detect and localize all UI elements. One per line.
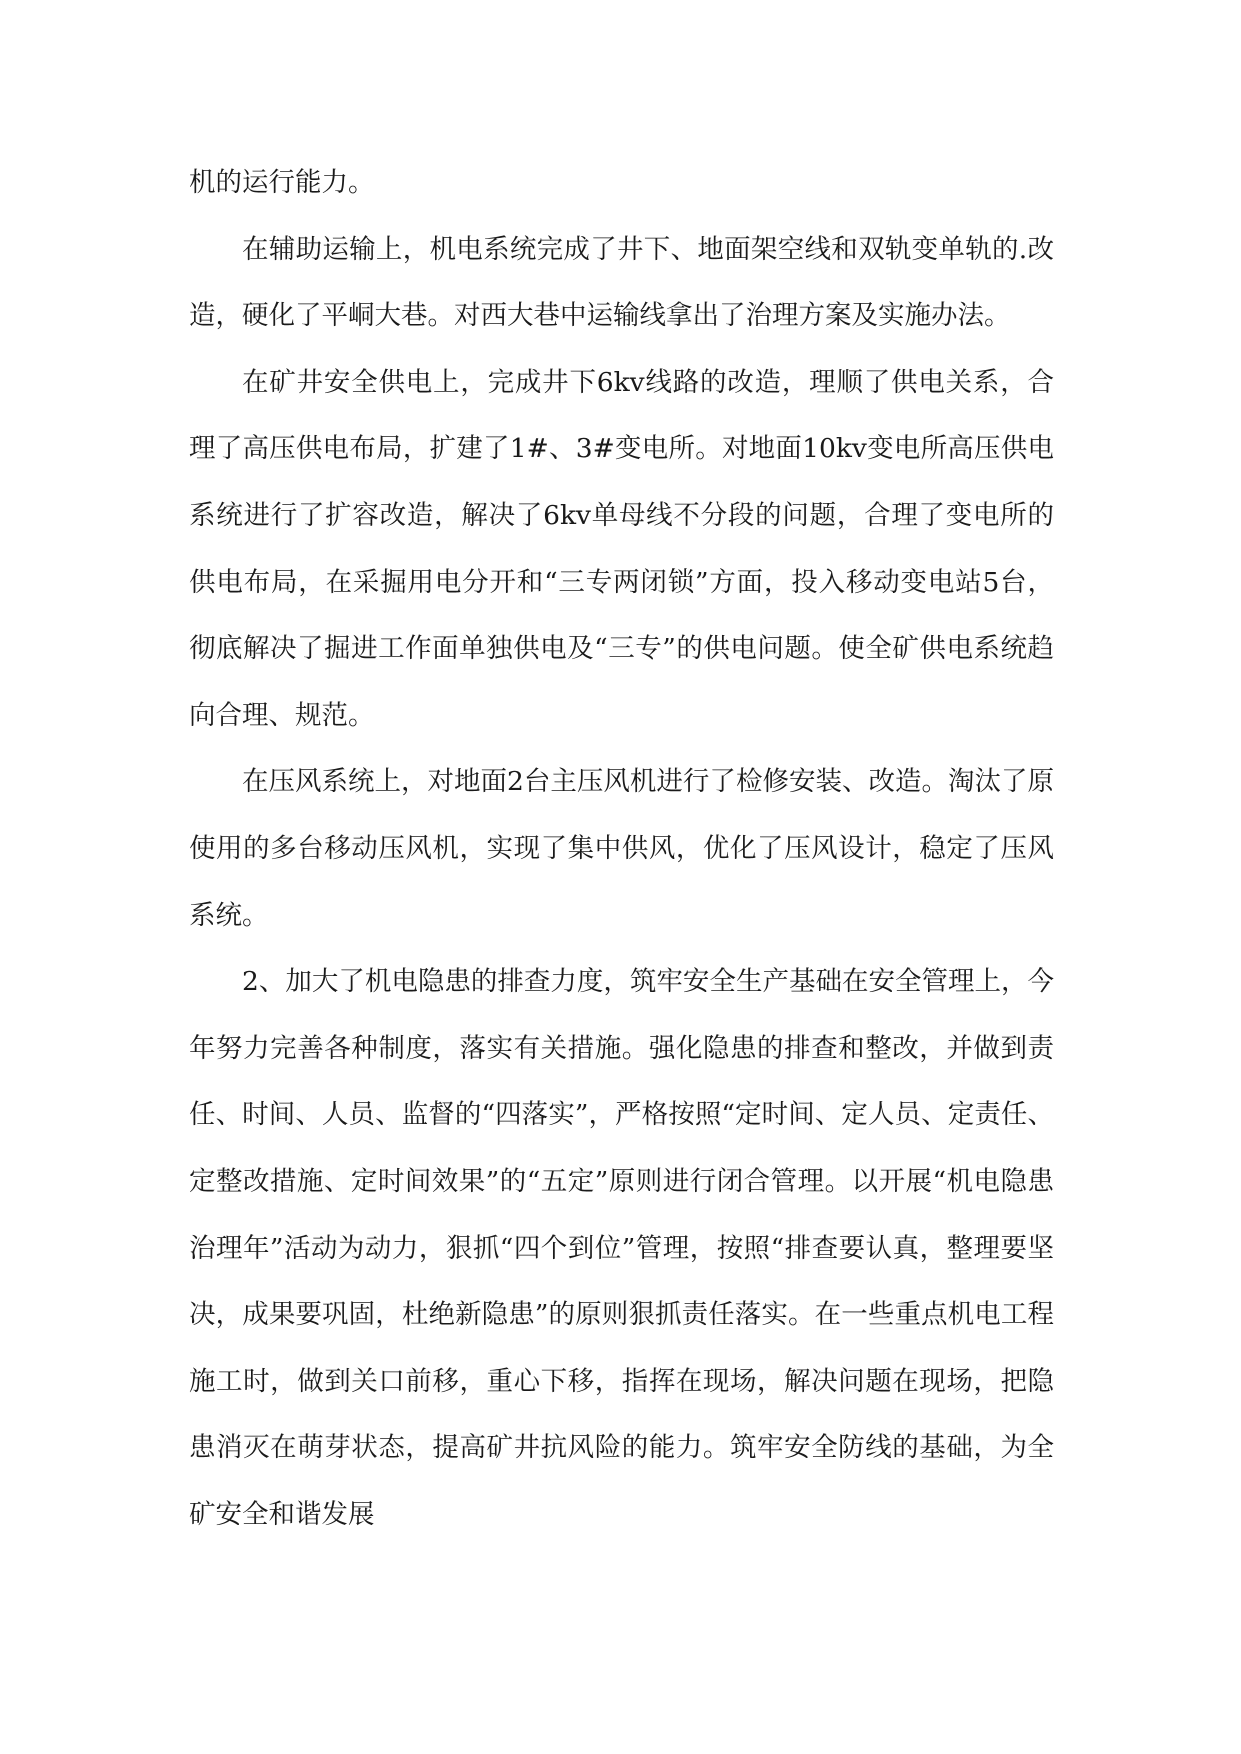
paragraph-compressed-air: 在压风系统上，对地面2台主压风机进行了检修安装、改造。淘汰了原使用的多台移动压风机，实现了集中供风，优化了压风设计，稳定了压风系统。 (189, 766, 1054, 931)
paragraph-continuation: 机的运行能力。 (189, 167, 375, 198)
paragraph-power-supply: 在矿井安全供电上，完成井下6kv线路的改造，理顺了供电关系，合理了高压供电布局，扩建了1#、3#变电所。对地面10kv变电所高压供电系统进行了扩容改造，解决了6kv单母线不分段的问题，合理了变电所的供电布局，在采掘用电分开和“三专两闭锁”方面，投入移动变电站5台，彻底解决了掘进工作面单独供电及“三专”的供电问题。使全矿供电系统趋向合理、规范。 (189, 366, 1054, 731)
paragraph-hazard-inspection: 2、加大了机电隐患的排查力度，筑牢安全生产基础在安全管理上，今年努力完善各种制度，落实有关措施。强化隐患的排查和整改，并做到责任、时间、人员、监督的“四落实”，严格按照“定时间、定人员、定责任、定整改措施、定时间效果”的“五定”原则进行闭合管理。以开展“机电隐患治理年”活动为动力，狠抓“四个到位”管理，按照“排查要认真，整理要坚决，成果要巩固，杜绝新隐患”的原则狠抓责任落实。在一些重点机电工程施工时，做到关口前移，重心下移，指挥在现场，解决问题在现场，把隐患消灭在萌芽状态，提高矿井抗风险的能力。筑牢安全防线的基础，为全矿安全和谐发展 (189, 966, 1054, 1530)
document-body (189, 150, 1054, 1548)
paragraph-auxiliary-transport: 在辅助运输上，机电系统完成了井下、地面架空线和双轨变单轨的.改造，硬化了平峒大巷。对西大巷中运输线拿出了治理方案及实施办法。 (189, 233, 1054, 332)
